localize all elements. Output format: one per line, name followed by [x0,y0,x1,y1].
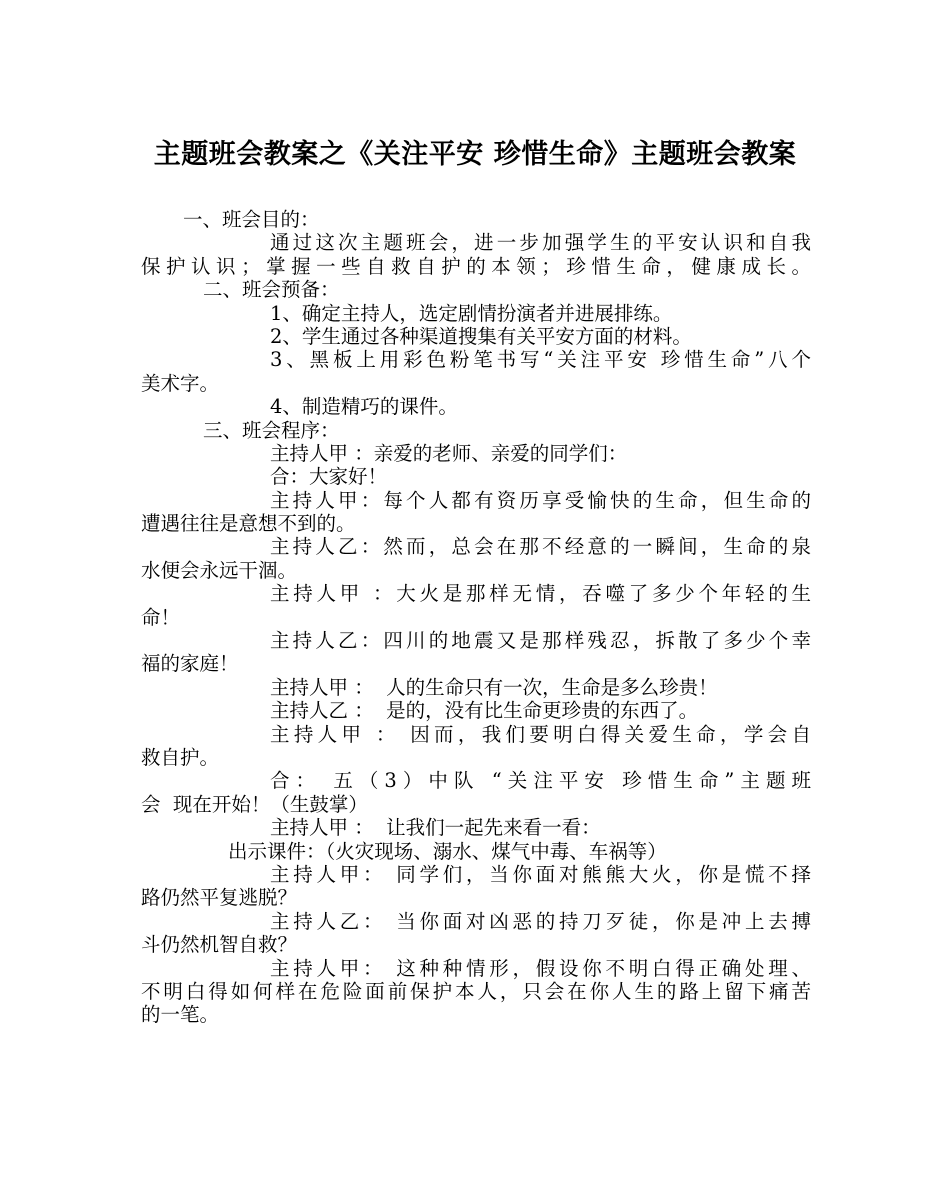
dialogue-line: 主持人乙： 当你面对凶恶的持刀歹徒，你是冲上去搏 [270,909,811,933]
dialogue-line: 命！ [141,605,181,629]
dialogue-line: 救自护。 [141,745,220,769]
dialogue-line: 路仍然平复逃脱？ [141,886,298,910]
dialogue-line: 的一笔。 [141,1003,220,1027]
paragraph-line: 保护认识；掌握一些自救自护的本领；珍惜生命，健康成长。 [141,254,811,278]
section-heading: 三、班会程序： [203,418,340,442]
dialogue-line: 主持人甲 ：亲爱的老师、亲爱的同学们： [270,441,628,465]
dialogue-line: 会 现在开始！（生鼓掌） [141,792,368,816]
section-heading: 一、班会目的： [183,208,320,231]
dialogue-line: 不明白得如何样在危险面前保护本人，只会在你人生的路上留下痛苦 [141,979,811,1003]
dialogue-line: 遭遇往往是意想不到的。 [141,512,356,536]
dialogue-line: 斗仍然机智自救？ [141,933,298,957]
dialogue-line: 主持人甲 ：大火是那样无情，吞噬了多少个年轻的生 [270,582,811,606]
dialogue-line: 主持人甲：每个人都有资历享受愉快的生命，但生命的 [270,488,811,512]
list-item: 4、制造精巧的课件。 [270,395,458,419]
list-item: 2、学生通过各种渠道搜集有关平安方面的材料。 [270,324,692,348]
dialogue-line: 出示课件：（火灾现场、溺水、煤气中毒、车祸等） [228,839,667,863]
section-heading: 二、班会预备： [203,278,340,302]
dialogue-line: 主持人乙：然而，总会在那不经意的一瞬间，生命的泉 [270,535,811,559]
dialogue-line: 主持人乙 ： 是的，没有比生命更珍贵的东西了。 [270,699,699,723]
dialogue-line: 福的家庭！ [141,652,239,676]
dialogue-line: 主持人甲 ： 因而，我们要明白得关爱生命，学会自 [270,722,811,746]
list-item: 3、黑板上用彩色粉笔书写“关注平安 珍惜生命”八个 [270,348,811,372]
dialogue-line: 主持人乙：四川的地震又是那样残忍，拆散了多少个幸 [270,629,811,653]
dialogue-line: 合： 五（3）中队 “关注平安 珍惜生命”主题班 [270,769,811,793]
dialogue-line: 合：大家好！ [270,465,388,489]
paragraph-line: 通过这次主题班会，进一步加强学生的平安认识和自我 [270,231,811,255]
paragraph-line: 美术字。 [141,371,220,395]
dialogue-line: 主持人甲： 这种种情形，假设你不明白得正确处理、 [270,956,811,980]
dialogue-line: 主持人甲 ： 让我们一起先来看一看： [270,816,601,840]
dialogue-line: 水便会永远干涸。 [141,558,298,582]
list-item: 1、确定主持人，选定剧情扮演者并进展排练。 [270,301,673,325]
document-body [141,208,811,1027]
dialogue-line: 主持人甲 ： 人的生命只有一次，生命是多么珍贵！ [270,675,718,699]
dialogue-line: 主持人甲： 同学们，当你面对熊熊大火，你是慌不择 [270,862,811,886]
document-title: 主题班会教案之《关注平安 珍惜生命》主题班会教案 [153,139,797,170]
